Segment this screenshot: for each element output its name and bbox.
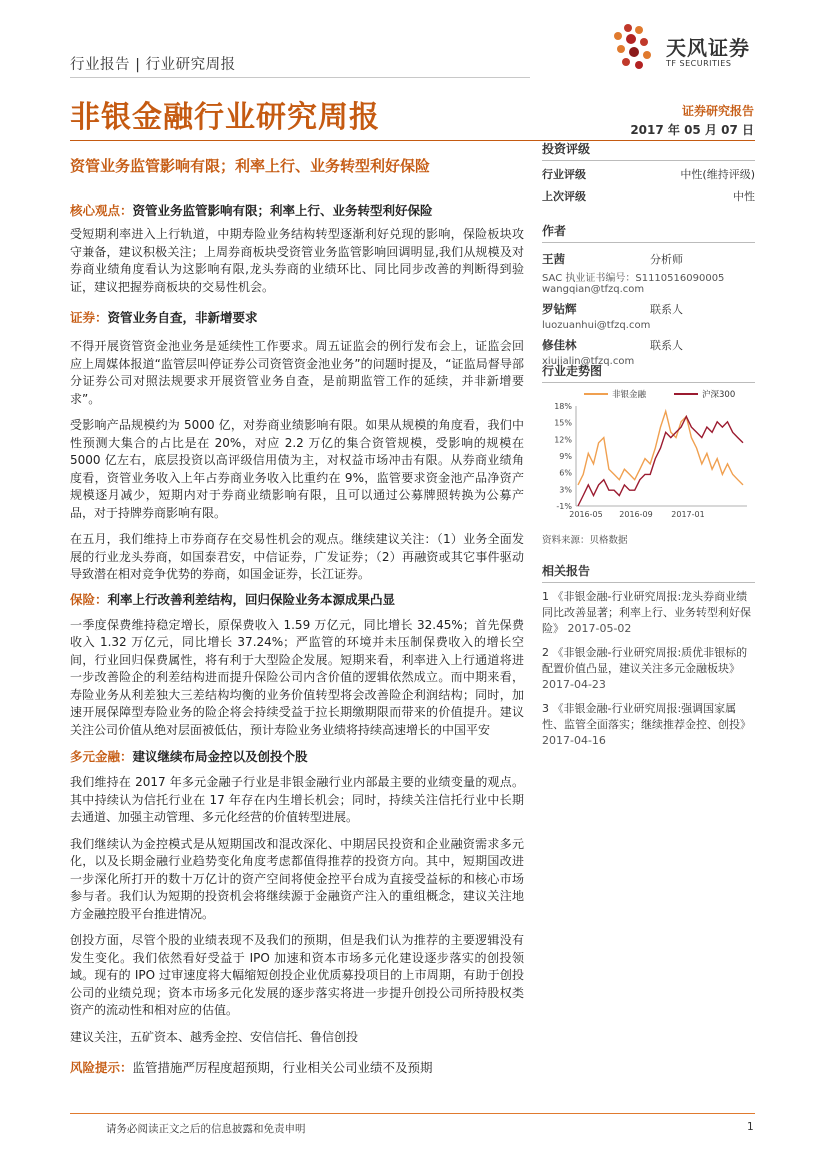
paragraph: 受影响产品规模约为 5000 亿，对券商业绩影响有限。如果从规模的角度看，我们中性预测大集合的占比是在 20%，对应 2.2 万亿的集合资管规模，受影响的规模在 5000 亿左右，底层投资以高评级信用债为主，对权益市场冲击有限。从券商业绩角度看，资管业务收入上年占券商业务收入比重约在 9%，监管要求资金池产品净资产规模逐月减少，短期内对于券商业绩影响有限，且可以通过公募牌照转换为公募产品，对于持牌券商影响有限。 bbox=[70, 418, 524, 520]
section-label: 证券： bbox=[70, 310, 108, 325]
header-divider bbox=[70, 77, 530, 78]
legend-label: 非银金融 bbox=[612, 390, 647, 400]
logo-text: 天风证券 bbox=[666, 36, 750, 60]
sidebar bbox=[542, 140, 755, 367]
rating-title: 投资评级 bbox=[542, 142, 591, 156]
y-tick-label: 18% bbox=[554, 402, 572, 411]
x-tick-label: 2017-01 bbox=[671, 510, 705, 519]
author-role: 联系人 bbox=[650, 303, 683, 316]
section-heading-securities bbox=[70, 308, 524, 326]
author-header bbox=[542, 337, 755, 353]
trend-section bbox=[542, 362, 755, 383]
paragraph: 创投方面，尽管个股的业绩表现不及我们的预期，但是我们认为推荐的主要逻辑没有发生变化。我们依然看好受益于 IPO 加速和资本市场多元化建设逐步落实的创投领域。现有的 IPO 过审速度将大幅缩短创投企业优质募投项目的上市周期，有助于创投公司的业绩兑现；资本市场多元化发展的逐步落实将进一步提升创投公司所持股权类资产的流动性和相对应的估值。 bbox=[70, 933, 524, 1017]
logo-subtext: TF SECURITIES bbox=[666, 59, 732, 68]
author-name: 王茜 bbox=[542, 252, 565, 266]
risk-heading bbox=[70, 1058, 524, 1076]
related-report-text: 3 《非银金融-行业研究周报:强调国家属性、监管全面落实；继续推荐金控、创投》 bbox=[542, 702, 751, 731]
y-tick-label: 15% bbox=[554, 418, 572, 428]
author-title: 作者 bbox=[542, 224, 567, 238]
author-email[interactable]: wangqian@tfzq.com bbox=[542, 284, 645, 295]
author-block bbox=[542, 251, 755, 295]
rating-value: 中性 bbox=[733, 190, 755, 203]
footer-disclaimer: 请务必阅读正文之后的信息披露和免责申明 bbox=[106, 1123, 306, 1135]
related-title: 相关报告 bbox=[542, 564, 591, 578]
subtitle: 资管业务监管影响有限；利率上行、业务转型利好保险 bbox=[70, 157, 431, 175]
legend-label: 沪深300 bbox=[702, 390, 736, 400]
related-report-date: 2017-04-23 bbox=[542, 678, 606, 691]
section-title: 建议继续布局金控以及创投个股 bbox=[132, 749, 308, 764]
main-body bbox=[70, 201, 524, 1076]
author-role: 分析师 bbox=[650, 253, 683, 266]
related-report-text: 2 《非银金融-行业研究周报:质优非银标的配置价值凸显，建议关注多元金融板块》 bbox=[542, 646, 748, 675]
author-email[interactable]: luozuanhui@tfzq.com bbox=[542, 320, 651, 331]
paragraph: 我们维持在 2017 年多元金融子行业是非银金融行业内部最主要的业绩变量的观点。其中持续认为信托行业在 17 年存在内生增长机会；同时，持续关注信托行业中长期去通道、加强主动管理、多元化经营的价值转型进展。 bbox=[70, 775, 524, 824]
author-header bbox=[542, 251, 755, 267]
report-type: 证券研究报告 bbox=[681, 104, 754, 118]
author-email[interactable]: xiujialin@tfzq.com bbox=[542, 356, 635, 367]
related-report-item[interactable] bbox=[542, 645, 755, 693]
x-tick-label: 2016-09 bbox=[619, 510, 653, 519]
related-report-item[interactable] bbox=[542, 589, 755, 637]
rating-key: 上次评级 bbox=[542, 190, 586, 203]
y-tick-label: 6% bbox=[559, 468, 572, 478]
related-section bbox=[542, 562, 755, 749]
related-report-date: 2017-04-16 bbox=[542, 734, 606, 747]
paragraph: 不得开展资管资金池业务是延续性工作要求。周五证监会的例行发布会上，证监会回应上周媒体报道“监管层叫停证券公司资管资金池业务”的问题时提及，“证监局督导部分证券公司对照法规要求开展资管业务自查，是前期监管工作的延续，并非新增要求”。 bbox=[70, 339, 524, 406]
x-tick-label: 2016-05 bbox=[569, 510, 603, 519]
section-heading-insurance bbox=[70, 590, 524, 608]
section-title: 资管业务自查，非新增要求 bbox=[107, 310, 258, 325]
author-header bbox=[542, 301, 755, 317]
y-tick-label: 12% bbox=[554, 435, 572, 445]
chart-source: 资料来源：贝格数据 bbox=[542, 535, 628, 546]
author-name: 罗钻辉 bbox=[542, 302, 577, 316]
rating-row bbox=[542, 188, 755, 204]
trend-title: 行业走势图 bbox=[542, 364, 603, 378]
page-number: 1 bbox=[747, 1121, 754, 1133]
paragraph: 一季度保费维持稳定增长，原保费收入 1.59 万亿元，同比增长 32.45%；首先保费收入 1.32 万亿元，同比增长 37.24%；严监管的环境并未压制保费收入的增长空间，行业回归保费属性，将有利于大型险企发展。短期来看，利率进入上行通道将进一步改善险企的利差结构进而提升保险公司内含价值的逻辑依然成立。而中期来看，寿险业务从利差独大三差结构均衡的业务价值转型将会改善险企利润结构；同时，加速开展保障型寿险业务的险企将会持续受益于拉长期缴期限而带来的价值提升。建议关注公司价值从绝对层面被低估，预计寿险业务业绩将持续高速增长的中国平安 bbox=[70, 617, 524, 737]
logo bbox=[606, 22, 766, 72]
y-tick-label: -1% bbox=[556, 502, 572, 511]
rating-row bbox=[542, 166, 755, 182]
related-divider bbox=[542, 582, 755, 583]
author-divider bbox=[542, 242, 755, 243]
author-block bbox=[542, 301, 755, 331]
core-title: 资管业务监管影响有限；利率上行、业务转型利好保险 bbox=[132, 203, 433, 218]
section-label: 多元金融： bbox=[70, 749, 133, 764]
paragraph: 我们继续认为金控模式是从短期国改和混改深化、中期居民投资和企业融资需求多元化，以及长期金融行业趋势变化角度考虑都值得推荐的投资方向。其中，短期国改进一步深化所打开的数十万亿计的资产空间将使金控平台成为直接受益标的和核心市场参与者。我们认为短期的投资机会将继续源于金融资产注入的重组概念，建议关注地方金融控股平台推进情况。 bbox=[70, 836, 524, 921]
rating-divider bbox=[542, 160, 755, 161]
author-name: 修佳林 bbox=[542, 338, 577, 352]
core-heading bbox=[70, 201, 524, 219]
section-label: 保险： bbox=[70, 591, 108, 607]
page-title: 非银金融行业研究周报 bbox=[70, 100, 380, 135]
paragraph: 建议关注，五矿资本、越秀金控、安信信托、鲁信创投 bbox=[70, 1029, 359, 1044]
footer-divider bbox=[70, 1113, 755, 1114]
rating-key: 行业评级 bbox=[542, 168, 586, 181]
y-tick-label: 9% bbox=[559, 452, 572, 461]
related-report-item[interactable] bbox=[542, 701, 755, 749]
trend-chart bbox=[542, 384, 755, 524]
paragraph: 在五月，我们维持上市券商存在交易性机会的观点。继续建议关注：（1）业务全面发展的行业龙头券商，如国泰君安，中信证券，广发证券；（2）再融资或其它事件驱动导致潜在相对竞争优势的券商，如国金证券，长江证券。 bbox=[70, 532, 524, 581]
related-report-date: 2017-05-02 bbox=[567, 622, 632, 635]
risk-text: 监管措施严厉程度超预期，行业相关公司业绩不及预期 bbox=[132, 1060, 433, 1075]
report-date: 2017 年 05 月 07 日 bbox=[630, 123, 754, 137]
author-role: 联系人 bbox=[650, 339, 683, 352]
core-label: 核心观点： bbox=[70, 203, 133, 218]
related-report-text: 1 《非银金融-行业研究周报:龙头券商业绩同比改善显著；利率上行、业务转型利好保险》 bbox=[542, 590, 751, 635]
section-heading-diversified bbox=[70, 747, 524, 765]
logo-mark-icon bbox=[606, 22, 662, 72]
core-paragraph: 受短期利率进入上行轨道，中期寿险业务结构转型逐渐利好兑现的影响，保险板块攻守兼备，建议积极关注；上周券商板块受资管业务监管影响回调明显,我们从规模及对券商业绩角度看认为这影响有限,龙头券商的业绩环比、同比同步改善的判断得到验证，建议把握券商板块的交易性机会。 bbox=[70, 227, 524, 294]
section-title: 利率上行改善利差结构，回归保险业务本源成果凸显 bbox=[107, 591, 396, 607]
risk-label: 风险提示： bbox=[70, 1060, 133, 1075]
rating-value: 中性(维持评级) bbox=[680, 168, 755, 181]
y-tick-label: 3% bbox=[559, 485, 572, 495]
author-license: SAC 执业证书编号：S1110516090005 bbox=[542, 273, 725, 284]
trend-divider bbox=[542, 382, 755, 383]
report-category: 行业报告 | 行业研究周报 bbox=[70, 57, 236, 73]
